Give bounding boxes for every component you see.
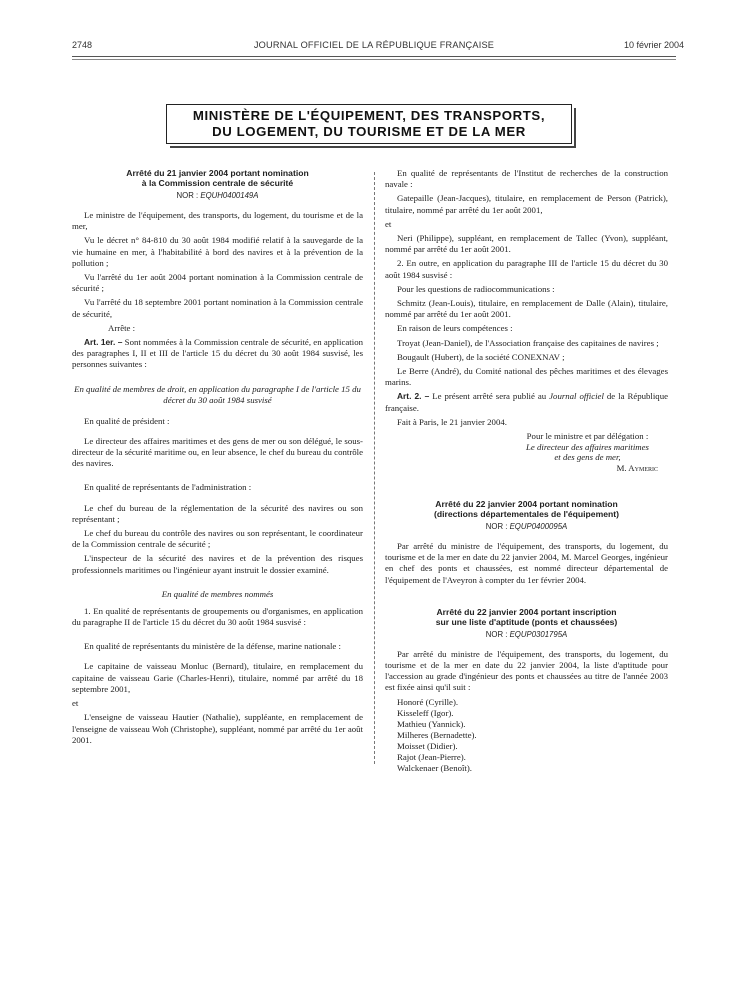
paragraph: Par arrêté du ministre de l'équipement, des transports, du logement, du tourisme et de la mer en date du 22 janvier 2004, la liste d'aptitude pour l'accession au grade d'ingénieur des ponts et chaussées au titre de l'année 2003 est fixée ainsi qu'il suit : [385,648,668,693]
issue-date: 10 février 2004 [623,40,684,50]
right-column [385,168,668,774]
paragraph: Par arrêté du ministre de l'équipement, des transports, du logement, du tourisme et de la mer en date du 22 janvier 2004, M. Marcel Georges, ingénieur en chef des ponts et chaussées, est nommé directeur départemental de l'équipement de l'Aveyron à compter du 1er février 2004. [385,541,668,585]
paragraph: Le ministre de l'équipement, des transports, du logement, du tourisme et de la mer, [72,210,363,232]
page-number: 2748 [72,40,93,50]
ministry-heading-box [166,104,572,144]
decree-2-title-line-2: (directions départementales de l'équipement) [434,509,619,520]
arrete-heading: Arrête : [108,322,136,333]
decree-title-line-2: à la Commission centrale de sécurité [141,178,294,188]
decree-3-title-line-1: Arrêté du 22 janvier 2004 portant inscription [436,606,617,617]
paragraph: Vu l'arrêté du 1er août 2004 portant nomination à la Commission centrale de sécurité ; [72,272,363,294]
paragraph: Schmitz (Jean-Louis), titulaire, en remplacement de Dalle (Alain), titulaire, nommé par arrêté du 1er août 2001. [385,298,668,320]
institute-heading: En qualité de représentants de l'Institut de recherches de la construction navale : [385,168,668,190]
article-2-text: Le présent arrêté sera publié au [432,391,547,402]
left-column [72,168,363,749]
conjunction: et [385,218,392,229]
nor-code: EQUP0400095A [509,522,568,532]
nor-label: NOR : [485,629,508,639]
column-divider [374,172,375,764]
paragraph: Vu le décret n° 84-810 du 30 août 1984 modifié relatif à la sauvegarde de la vie humaine en mer, à l'habitabilité à bord des navires et à la prévention de la pollution ; [72,235,363,268]
article-1-label: Art. 1er. – [84,337,123,348]
nor-label: NOR : [176,191,199,200]
defense-heading: En qualité de représentants du ministère de la défense, marine nationale : [84,641,341,652]
list-item: Moisset (Didier). [397,740,458,751]
paragraph: Troyat (Jean-Daniel), de l'Association française des capitaines de navires ; [397,337,659,348]
list-item: Milheres (Bernadette). [397,729,477,740]
list-item: Mathieu (Yannick). [397,718,466,729]
paragraph: Le chef du bureau du contrôle des navires ou son représentant, le coordinateur de la Commission centrale de sécurité ; [72,528,363,550]
signatory-name-text: M. Aymeric [616,462,658,473]
paragraph: Le chef du bureau de la réglementation de la sécurité des navires ou son représentant ; [72,502,363,524]
paragraph: 1. En qualité de représentants de groupements ou d'organismes, en application du paragraphe II de l'article 15 du décret du 30 août 1984 susvisé : [72,605,363,628]
paragraph: Le capitaine de vaisseau Monluc (Bernard), titulaire, en remplacement du capitaine de vaisseau Garie (Charles-Henri), titulaire, nommé par arrêté du 18 septembre 2001, [72,661,363,694]
decree-2-title-line-1: Arrêté du 22 janvier 2004 portant nomination [435,499,618,510]
paragraph: L'inspecteur de la sécurité des navires et de la prévention des risques professionnels maritimes ou l'ingénieur ayant instruit le dossier examiné. [72,553,363,575]
list-item: Walckenaer (Benoît). [397,762,473,773]
nor-code: EQUP0301795A [509,629,568,639]
signature-title-2: et des gens de mer, [554,452,621,463]
signatory-name [505,463,670,474]
list-item: Honoré (Cyrille). [397,696,459,707]
nor-code: EQUH0400149A [200,191,259,200]
paragraph: Le directeur des affaires maritimes et des gens de mer ou son délégué, le sous-directeur de la sécurité maritime ou, en leur absence, le chef du bureau du contrôle des navires. [72,435,363,469]
journal-officiel-ref: Journal officiel [549,391,604,402]
nor-reference [385,630,668,639]
article-2-label: Art. 2. – [397,391,430,402]
paragraph: Le Berre (André), du Comité national des pêches maritimes et des élevages marins. [385,366,668,388]
section-heading-membres-nommes: En qualité de membres nommés [161,588,274,599]
paragraph: Neri (Philippe), suppléant, en remplacement de Tallec (Yvon), suppléant, nommé par arrêté du 1er août 2001. [385,233,668,255]
nor-label: NOR : [485,522,508,532]
conjunction: et [72,698,79,709]
article-1 [72,337,363,371]
paragraph: L'enseigne de vaisseau Hautier (Nathalie), suppléante, en remplacement de l'enseigne de vaisseau Woh (Christophe), suppléant, nommé par arrêté du 1er août 2001. [72,712,363,745]
paragraph: Gatepaille (Jean-Jacques), titulaire, en remplacement de Person (Patrick), titulaire, nommé par arrêté du 1er août 2001, [385,193,668,215]
nor-reference [72,191,363,200]
article-2 [385,391,668,413]
section-heading-membres-droit: En qualité de membres de droit, en application du paragraphe I de l'article 15 du décret du 30 août 1984 susvisé [74,383,361,405]
competence-heading: En raison de leurs compétences : [397,323,513,334]
president-heading: En qualité de président : [84,415,170,426]
article-1-text: Sont nommées à la Commission centrale de sécurité, en application des paragraphes I, II et III de l'article 15 du décret du 30 août 1984 susvisé, les personnes suivantes : [72,337,363,370]
decree-title-line-1: Arrêté du 21 janvier 2004 portant nomination [126,168,309,178]
aptitude-list [385,697,668,774]
decree-3-title-line-2: sur une liste d'aptitude (ponts et chaussées) [435,616,618,627]
journal-title: JOURNAL OFFICIEL DE LA RÉPUBLIQUE FRANÇAISE [253,40,495,50]
article-2-text-end: de la République française. [385,391,669,413]
fait-a-paris: Fait à Paris, le 21 janvier 2004. [397,416,507,427]
ministry-line-1: MINISTÈRE DE L'ÉQUIPEMENT, DES TRANSPORTS, [192,108,546,123]
ministry-line-2: DU LOGEMENT, DU TOURISME ET DE LA MER [212,124,526,139]
signature-block [505,431,670,473]
paragraph: 2. En outre, en application du paragraphe III de l'article 15 du décret du 30 août 1984 susvisé : [385,258,668,280]
header-rule-thin [72,59,676,60]
paragraph: Bougault (Hubert), de la société CONEXNAV ; [397,351,565,362]
header-rule [72,56,676,57]
radio-heading: Pour les questions de radiocommunications : [397,283,555,294]
signature-delegation: Pour le ministre et par délégation : [526,431,649,442]
signature-title-1: Le directeur des affaires maritimes [526,441,649,452]
administration-heading: En qualité de représentants de l'administration : [84,482,252,493]
list-item: Rajot (Jean-Pierre). [397,751,466,762]
nor-reference [385,522,668,531]
list-item: Kisseleff (Igor). [397,707,454,718]
paragraph: Vu l'arrêté du 18 septembre 2001 portant nomination à la Commission centrale de sécurité, [72,297,363,319]
